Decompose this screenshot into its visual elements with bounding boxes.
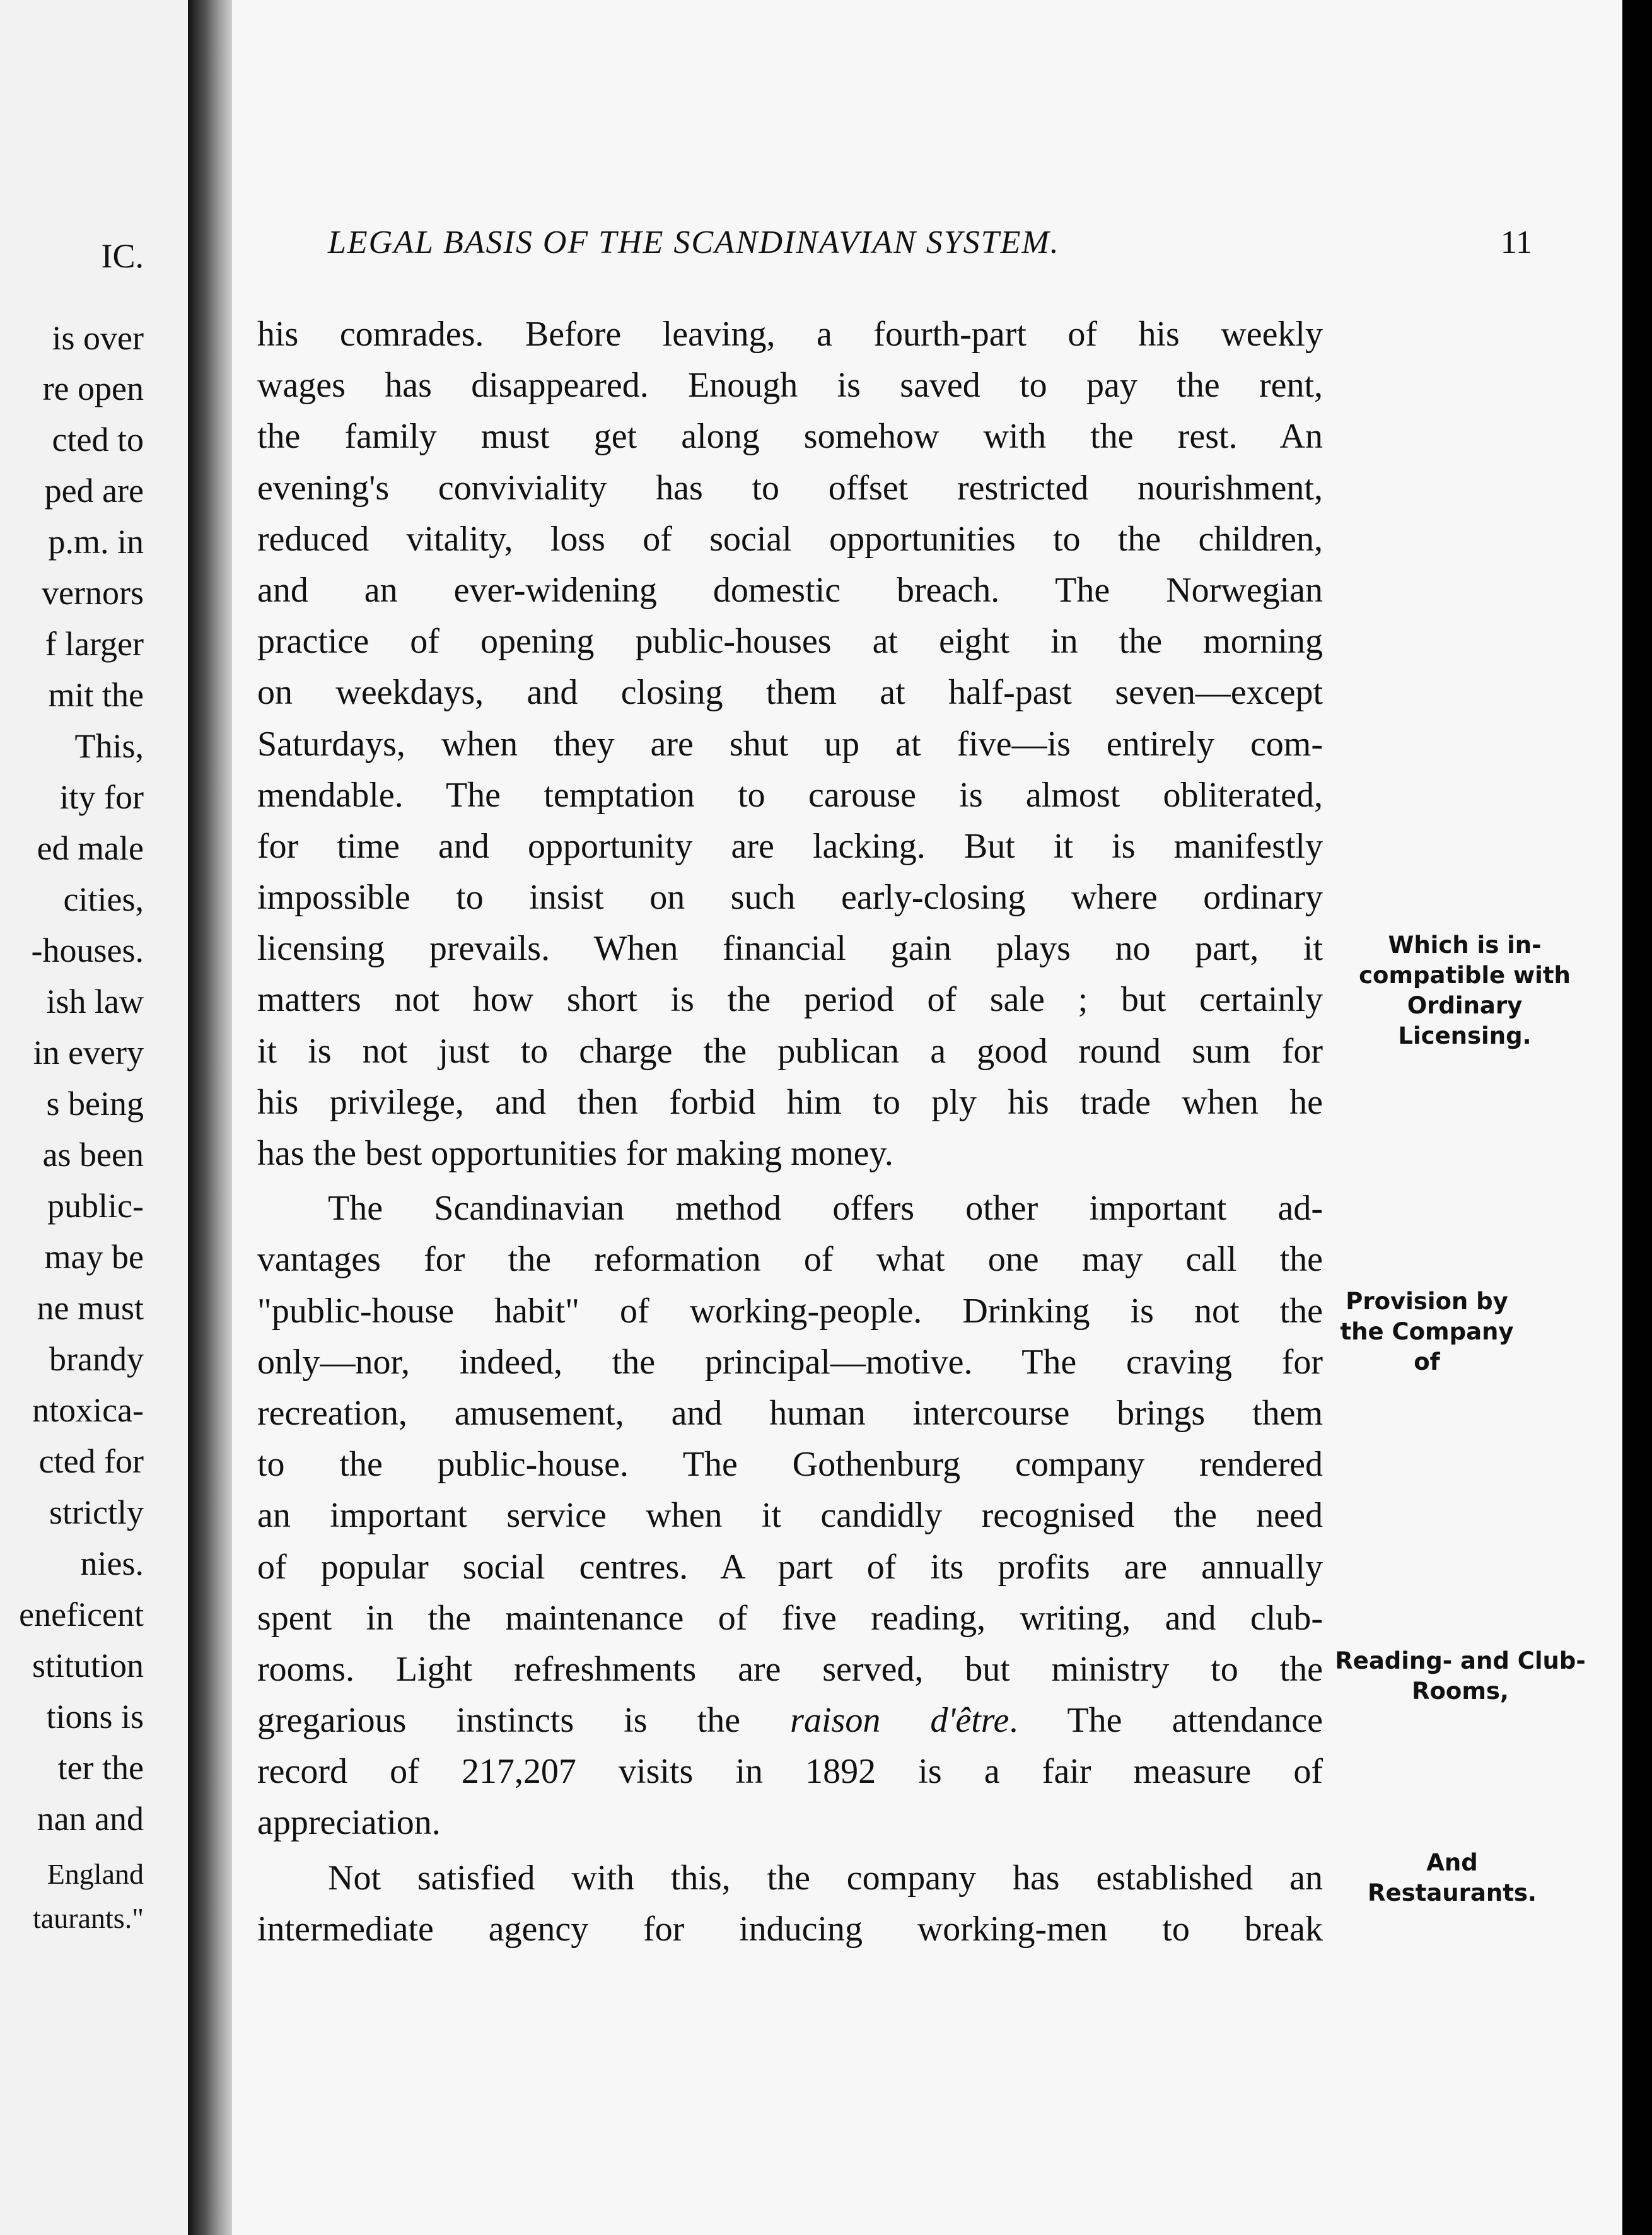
facing-page-line: ped are [44,472,144,510]
text-line: intermediate agency for inducing working-men to break [257,1909,1323,1949]
text-line: it is not just to charge the publican a good round sum for [257,1031,1323,1071]
facing-page-line: s being [46,1085,144,1123]
facing-page-line: This, [74,727,144,765]
facing-page-line: re open [42,370,144,407]
running-head [328,224,1532,274]
book-page [232,0,1622,2235]
text-line: vantages for the reformation of what one may call the [257,1240,1323,1280]
text-line: has the best opportunities for making money. [257,1134,893,1173]
margin-note-restaurants: And Restaurants. [1368,1849,1537,1906]
text-line: an important service when it candidly recognised the need [257,1496,1323,1536]
facing-page-line: strictly [49,1493,144,1531]
text-line: the family must get along somehow with the rest. An [257,417,1323,457]
text-line: for time and opportunity are lacking. But it is manifestly [257,826,1323,866]
facing-page-line: IC. [101,237,144,275]
text-fragment: . The attendance [1009,1701,1323,1741]
text-line: impossible to insist on such early-closing where ordinary [257,878,1323,918]
facing-page-line: p.m. in [48,523,144,561]
facing-page-line: cted to [52,421,144,458]
facing-page-line: ity for [59,778,144,816]
margin-note-provision: Provision by the Company of [1340,1288,1514,1375]
text-line: on weekdays, and closing them at half-past seven—except [257,673,1323,713]
facing-page-line: f larger [45,625,144,663]
text-line: spent in the maintenance of five reading, writing, and club- [257,1598,1323,1638]
text-line: wages has disappeared. Enough is saved to pay the rent, [257,366,1323,406]
text-line: mendable. The temptation to carouse is almost obliterated, [257,775,1323,815]
facing-page-line: nan and [37,1800,144,1838]
facing-page-line: eneficent [19,1596,144,1633]
text-line: licensing prevails. When financial gain plays no part, it [257,929,1323,969]
text-line: recreation, amusement, and human intercourse brings them [257,1393,1323,1433]
facing-page-line: ne must [37,1289,144,1327]
text-line: to the public-house. The Gothenburg company rendered [257,1445,1323,1485]
page-number: 11 [1500,225,1532,260]
text-line: Saturdays, when they are shut up at five—is entirely com- [257,724,1323,764]
text-line: appreciation. [257,1803,441,1843]
facing-page-line: cities, [63,880,144,918]
italic-phrase: raison d'être [790,1701,1009,1741]
text-fragment: gregarious instincts is the [257,1701,791,1741]
facing-page-line: tions is [46,1698,144,1736]
body-text [257,309,1323,1955]
text-line: practice of opening public-houses at eight in the morning [257,622,1323,662]
facing-page-line: England [47,1858,144,1890]
text-line: and an ever-widening domestic breach. The Norwegian [257,570,1323,610]
text-line: record of 217,207 visits in 1892 is a fair measure of [257,1752,1323,1792]
facing-page-fragment [0,0,188,2235]
facing-page-line: ter the [57,1749,144,1787]
text-line: of popular social centres. A part of its profits are annually [257,1547,1323,1587]
facing-page-line: vernors [42,574,144,612]
facing-page-line: ed male [37,829,144,867]
scan-border [1622,0,1652,2235]
text-line: rooms. Light refreshments are served, but ministry to the [257,1649,1323,1689]
facing-page-line: in every [33,1034,144,1071]
text-line: his comrades. Before leaving, a fourth-part of his weekly [257,315,1323,354]
text-line: reduced vitality, loss of social opportunities to the children, [257,519,1323,559]
facing-page-line: taurants." [33,1902,144,1934]
margin-note-reading-rooms: Reading- and Club-Rooms, [1335,1647,1586,1705]
facing-page-line: ish law [46,983,144,1020]
facing-page-line: is over [52,319,144,357]
facing-page-line: -houses. [31,931,144,969]
facing-page-line: ntoxica- [32,1391,144,1429]
text-line: his privilege, and then forbid him to ply his trade when he [257,1082,1323,1122]
running-title: LEGAL BASIS OF THE SCANDINAVIAN SYSTEM. [328,225,1060,260]
book-gutter [188,0,232,2235]
text-line: evening's conviviality has to offset restricted nourishment, [257,468,1323,508]
text-line: The Scandinavian method offers other important ad- [328,1189,1323,1228]
margin-note-incompatible: Which is in-compatible with Ordinary Licensing. [1359,931,1571,1049]
facing-page-line: nies. [80,1544,144,1582]
text-line: Not satisfied with this, the company has established an [328,1858,1323,1898]
text-line [257,1695,1323,1746]
facing-page-line: cted for [38,1442,144,1480]
facing-page-line: brandy [49,1340,144,1378]
facing-page-line: public- [47,1187,144,1225]
facing-page-line: mit the [48,676,144,714]
text-line: only—nor, indeed, the principal—motive. The craving for [257,1342,1323,1382]
text-line: matters not how short is the period of sale ; but certainly [257,980,1323,1020]
text-line: "public-house habit" of working-people. Drinking is not the [257,1291,1323,1331]
facing-page-line: may be [44,1238,144,1276]
facing-page-line: as been [42,1136,144,1174]
facing-page-line: stitution [32,1647,144,1684]
